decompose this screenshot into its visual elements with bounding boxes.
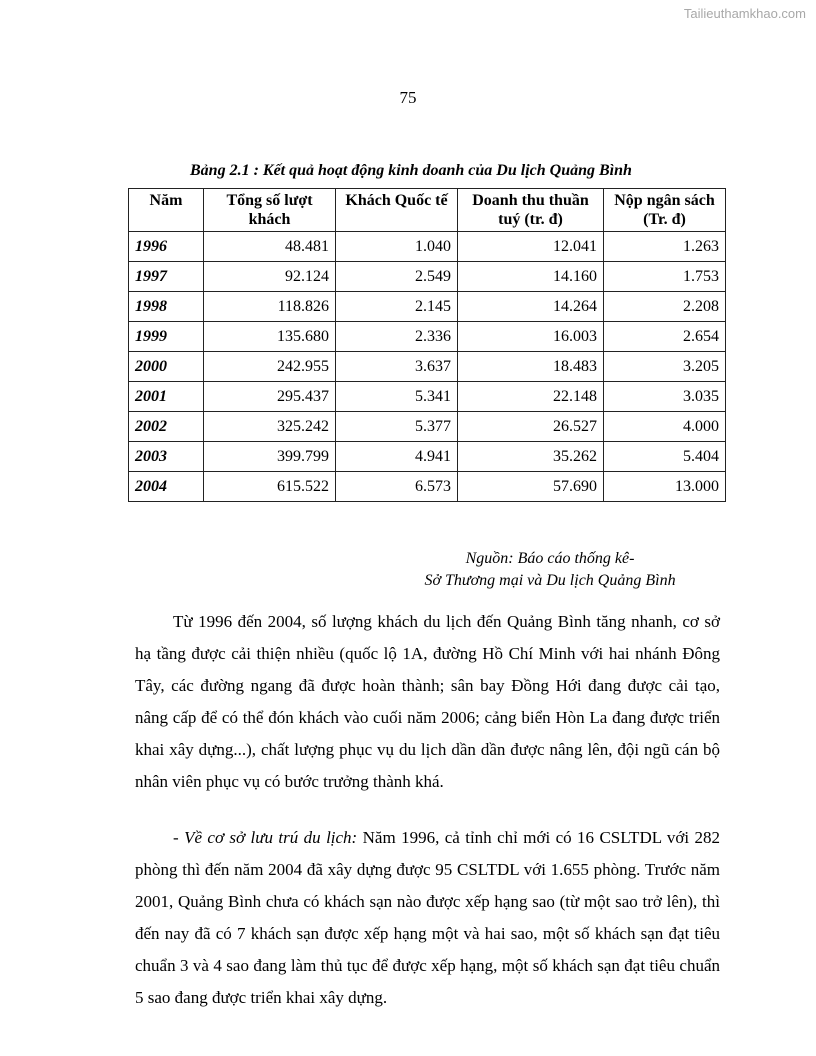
cell-budget: 4.000 [604, 412, 726, 442]
table-row [129, 442, 726, 472]
table-row [129, 292, 726, 322]
cell-budget: 1.753 [604, 262, 726, 292]
cell-year: 1997 [129, 262, 204, 292]
table-row [129, 262, 726, 292]
paragraph-body: Năm 1996, cả tỉnh chỉ mới có 16 CSLTDL với 282 phòng thì đến năm 2004 đã xây dựng được 95 CSLTDL với 1.655 phòng. Trước năm 2001, Quảng Bình chưa có khách sạn nào được xếp hạng sao (từ một sao trở lên), thì đến nay đã có 7 khách sạn được xếp hạng một và hai sao, một số khách sạn đạt tiêu chuẩn 3 và 4 sao đang làm thủ tục để được xếp hạng, một số khách sạn đạt tiêu chuẩn 5 sao đang được triển khai xây dựng. [135, 828, 720, 1007]
cell-total: 48.481 [204, 232, 336, 262]
body-paragraph-1 [135, 606, 720, 798]
body-paragraph-2 [135, 822, 720, 1014]
watermark: Tailieuthamkhao.com [683, 6, 806, 21]
cell-year: 2000 [129, 352, 204, 382]
cell-revenue: 35.262 [458, 442, 604, 472]
cell-total: 399.799 [204, 442, 336, 472]
cell-year: 1996 [129, 232, 204, 262]
cell-total: 118.826 [204, 292, 336, 322]
paragraph-text [135, 822, 720, 1014]
cell-year: 2002 [129, 412, 204, 442]
header-total-visitors: Tổng số lượt khách [204, 189, 336, 232]
source-line-2: Sở Thương mại và Du lịch Quảng Bình [424, 572, 676, 589]
header-year: Năm [129, 189, 204, 232]
cell-intl: 4.941 [336, 442, 458, 472]
cell-revenue: 14.160 [458, 262, 604, 292]
paragraph-text: Từ 1996 đến 2004, số lượng khách du lịch đến Quảng Bình tăng nhanh, cơ sở hạ tầng được cải thiện nhiều (quốc lộ 1A, đường Hồ Chí Minh với hai nhánh Đông Tây, các đường ngang đã được hoàn thành; sân bay Đồng Hới đang được cải tạo, nâng cấp để có thể đón khách vào cuối năm 2006; cảng biển Hòn La đang được triển khai xây dựng...), chất lượng phục vụ du lịch dần dần được nâng lên, đội ngũ cán bộ nhân viên phục vụ có bước trưởng thành khá. [135, 612, 720, 791]
cell-revenue: 14.264 [458, 292, 604, 322]
table-header-row [129, 189, 726, 232]
cell-intl: 5.341 [336, 382, 458, 412]
cell-budget: 1.263 [604, 232, 726, 262]
table-caption: Bảng 2.1 : Kết quả hoạt động kinh doanh của Du lịch Quảng Bình [190, 162, 632, 179]
table-row [129, 382, 726, 412]
cell-intl: 2.336 [336, 322, 458, 352]
cell-revenue: 12.041 [458, 232, 604, 262]
cell-total: 242.955 [204, 352, 336, 382]
cell-budget: 13.000 [604, 472, 726, 502]
cell-revenue: 22.148 [458, 382, 604, 412]
cell-budget: 3.205 [604, 352, 726, 382]
cell-year: 2001 [129, 382, 204, 412]
table-row [129, 412, 726, 442]
table-row [129, 322, 726, 352]
header-budget-contribution: Nộp ngân sách (Tr. đ) [604, 189, 726, 232]
table-source [360, 548, 740, 592]
cell-total: 615.522 [204, 472, 336, 502]
tourism-results-table [128, 188, 726, 502]
cell-total: 92.124 [204, 262, 336, 292]
cell-year: 1999 [129, 322, 204, 352]
cell-revenue: 57.690 [458, 472, 604, 502]
cell-intl: 2.549 [336, 262, 458, 292]
cell-budget: 5.404 [604, 442, 726, 472]
cell-revenue: 18.483 [458, 352, 604, 382]
page-number: 75 [399, 88, 417, 107]
cell-intl: 3.637 [336, 352, 458, 382]
cell-budget: 2.208 [604, 292, 726, 322]
cell-intl: 5.377 [336, 412, 458, 442]
table-row [129, 232, 726, 262]
header-net-revenue: Doanh thu thuần tuý (tr. đ) [458, 189, 604, 232]
cell-intl: 6.573 [336, 472, 458, 502]
paragraph-lead-italic: - Về cơ sở lưu trú du lịch: [173, 828, 358, 847]
cell-intl: 2.145 [336, 292, 458, 322]
cell-budget: 3.035 [604, 382, 726, 412]
cell-total: 325.242 [204, 412, 336, 442]
cell-revenue: 26.527 [458, 412, 604, 442]
cell-budget: 2.654 [604, 322, 726, 352]
table-row [129, 472, 726, 502]
table-row [129, 352, 726, 382]
cell-intl: 1.040 [336, 232, 458, 262]
cell-year: 1998 [129, 292, 204, 322]
cell-total: 135.680 [204, 322, 336, 352]
cell-year: 2004 [129, 472, 204, 502]
cell-revenue: 16.003 [458, 322, 604, 352]
header-international-visitors: Khách Quốc tế [336, 189, 458, 232]
cell-total: 295.437 [204, 382, 336, 412]
cell-year: 2003 [129, 442, 204, 472]
source-line-1: Nguồn: Báo cáo thống kê- [465, 550, 635, 567]
